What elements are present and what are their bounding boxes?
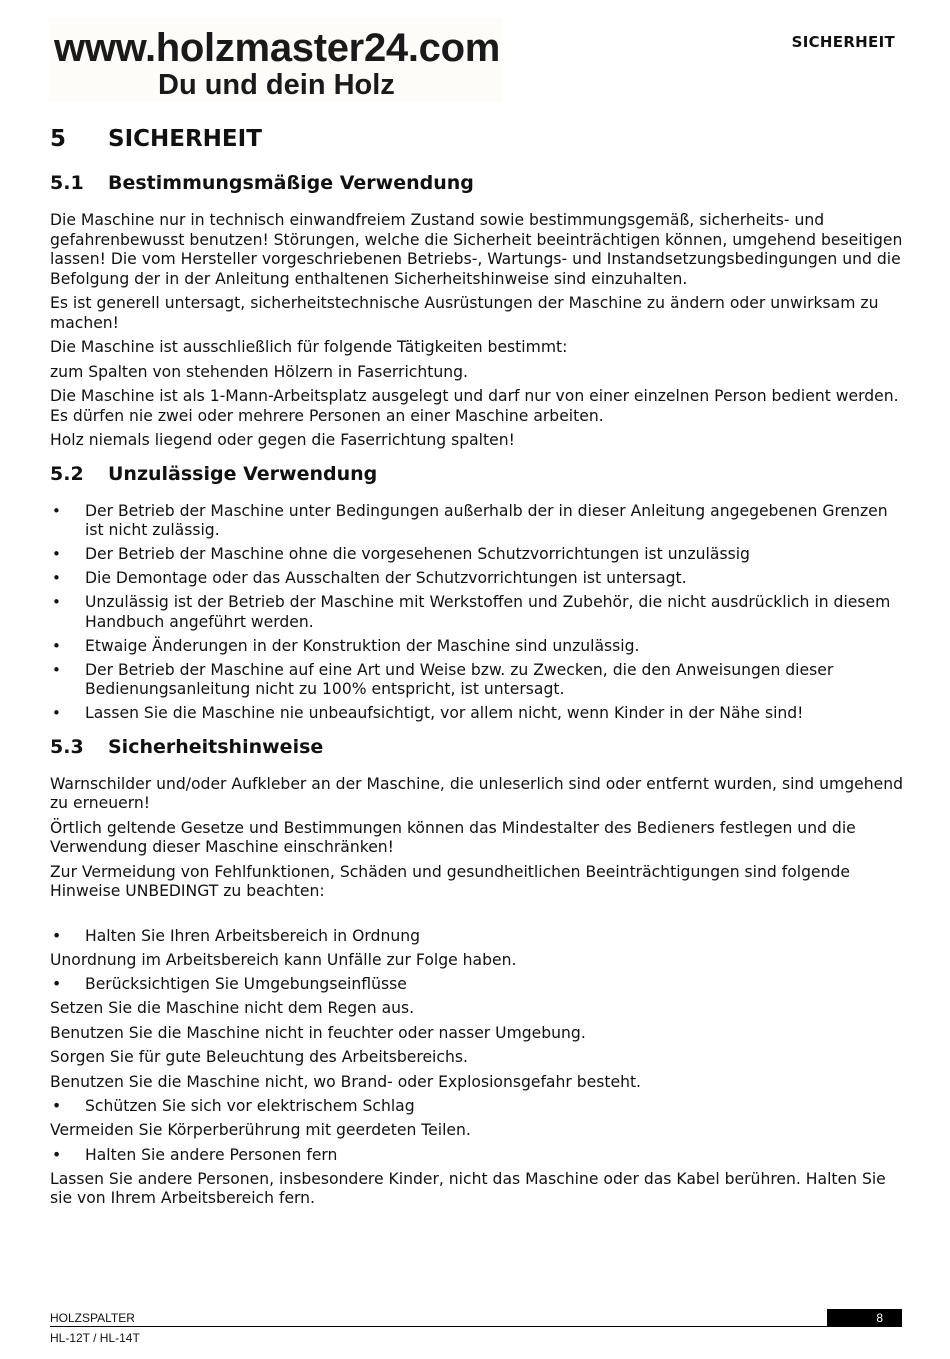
- section-heading-5-2: [50, 463, 910, 485]
- list-item: • Berücksichtigen Sie Umgebungseinflüsse: [52, 975, 407, 993]
- bullet-icon: •: [52, 1097, 62, 1115]
- bullet-icon: •: [52, 593, 61, 611]
- bullet-icon: •: [52, 660, 61, 679]
- footer-product: HOLZSPALTER: [50, 1311, 135, 1325]
- bullet-icon: •: [52, 569, 61, 587]
- list-item: • Unzulässig ist der Betrieb der Maschine mit Werkstoffen und Zubehör, die nicht ausdrücklich in diesem Handbuch angeführt werden.: [52, 593, 891, 631]
- bullet-icon: •: [52, 636, 61, 655]
- chapter-number: 5: [50, 126, 67, 152]
- list-item: • Schützen Sie sich vor elektrischem Schlag: [52, 1097, 415, 1115]
- brand-logo: [50, 18, 502, 102]
- page-number: 8: [827, 1309, 902, 1327]
- paragraph: Holz niemals liegend oder gegen die Faserrichtung spalten!: [50, 431, 515, 449]
- list-item: • Die Demontage oder das Ausschalten der Schutzvorrichtungen ist untersagt.: [52, 569, 687, 587]
- bullet-icon: •: [52, 975, 62, 993]
- section-number: 5.3: [50, 735, 84, 758]
- section-title: Bestimmungsmäßige Verwendung: [108, 172, 474, 194]
- logo-url-text: www.holzmaster24.com: [54, 26, 500, 70]
- list-item: • Halten Sie Ihren Arbeitsbereich in Ordnung: [52, 926, 420, 945]
- section-title: Sicherheitshinweise: [108, 735, 324, 758]
- paragraph: Zur Vermeidung von Fehlfunktionen, Schäden und gesundheitlichen Beeinträchtigungen sind folgende Hinweise UNBEDINGT zu beachten:: [50, 862, 850, 900]
- footer-divider: [50, 1326, 902, 1327]
- paragraph: zum Spalten von stehenden Hölzern in Faserrichtung.: [50, 362, 468, 381]
- list-item: • Halten Sie andere Personen fern: [52, 1145, 338, 1164]
- paragraph: Lassen Sie andere Personen, insbesondere Kinder, nicht das Maschine oder das Kabel berühren. Halten Sie sie von Ihrem Arbeitsbereich fern.: [50, 1169, 886, 1207]
- paragraph: Benutzen Sie die Maschine nicht, wo Brand- oder Explosionsgefahr besteht.: [50, 1072, 642, 1091]
- paragraph: Warnschilder und/oder Aufkleber an der Maschine, die unleserlich sind oder entfernt wurden, sind umgehend zu erneuern!: [50, 774, 903, 812]
- bullet-icon: •: [52, 704, 61, 722]
- paragraph: Benutzen Sie die Maschine nicht in feuchter oder nasser Umgebung.: [50, 1023, 586, 1042]
- paragraph: Es ist generell untersagt, sicherheitstechnische Ausrüstungen der Maschine zu ändern oder unwirksam zu machen!: [50, 294, 879, 332]
- paragraph: Örtlich geltende Gesetze und Bestimmungen können das Mindestalter des Bedieners festlegen und die Verwendung dieser Maschine einschränken!: [50, 818, 856, 856]
- footer-model: HL-12T / HL-14T: [50, 1331, 140, 1345]
- paragraph: Setzen Sie die Maschine nicht dem Regen aus.: [50, 999, 415, 1017]
- paragraph: Die Maschine ist als 1-Mann-Arbeitsplatz ausgelegt und darf nur von einer einzelnen Person bedient werden. Es dürfen nie zwei oder mehrere Personen an einer Maschine arbeiten.: [50, 387, 899, 425]
- section-number: 5.1: [50, 172, 84, 194]
- paragraph: Vermeiden Sie Körperberührung mit geerdeten Teilen.: [50, 1121, 471, 1139]
- section-heading-5-1: [50, 172, 910, 194]
- list-item: • Der Betrieb der Maschine auf eine Art und Weise bzw. zu Zwecken, die den Anweisungen dieser Bedienungsanleitung nicht zu 100% entspricht, ist untersagt.: [52, 660, 834, 698]
- section-number: 5.2: [50, 462, 84, 485]
- list-item: • Der Betrieb der Maschine unter Bedingungen außerhalb der in dieser Anleitung angegebenen Grenzen ist nicht zulässig.: [52, 501, 888, 539]
- document-body: [50, 126, 910, 1214]
- paragraph: Die Maschine nur in technisch einwandfreiem Zustand sowie bestimmungsgemäß, sicherheits- und gefahrenbewusst benutzen! Störungen, welche die Sicherheit beeinträchtigen können, umgehend beseitigen lassen! Die vom Hersteller vorgeschriebenen Betriebs-, Wartungs- und Instandsetzungsbedingungen und die Befolgung der in der Anleitung enthaltenen Sicherheitshinweise sind einzuhalten.: [50, 211, 903, 288]
- logo-tagline: Du und dein Holz: [158, 69, 395, 101]
- bullet-icon: •: [52, 545, 61, 563]
- list-item: • Lassen Sie die Maschine nie unbeaufsichtigt, vor allem nicht, wenn Kinder in der Nähe sind!: [52, 704, 804, 722]
- section-heading-5-3: [50, 736, 910, 758]
- paragraph: Die Maschine ist ausschließlich für folgende Tätigkeiten bestimmt:: [50, 338, 568, 356]
- bullet-icon: •: [52, 926, 62, 945]
- paragraph: Sorgen Sie für gute Beleuchtung des Arbeitsbereichs.: [50, 1048, 468, 1066]
- bullet-list: [50, 502, 910, 724]
- bullet-icon: •: [52, 1145, 62, 1164]
- list-item: • Der Betrieb der Maschine ohne die vorgesehenen Schutzvorrichtungen ist unzulässig: [52, 545, 750, 563]
- chapter-title: SICHERHEIT: [108, 126, 262, 152]
- chapter-heading: [50, 126, 910, 152]
- section-title: Unzulässige Verwendung: [108, 462, 378, 485]
- running-header-section: SICHERHEIT: [791, 33, 895, 51]
- list-item: • Etwaige Änderungen in der Konstruktion der Maschine sind unzulässig.: [52, 636, 640, 655]
- bullet-icon: •: [52, 501, 61, 520]
- paragraph: Unordnung im Arbeitsbereich kann Unfälle zur Folge haben.: [50, 950, 517, 969]
